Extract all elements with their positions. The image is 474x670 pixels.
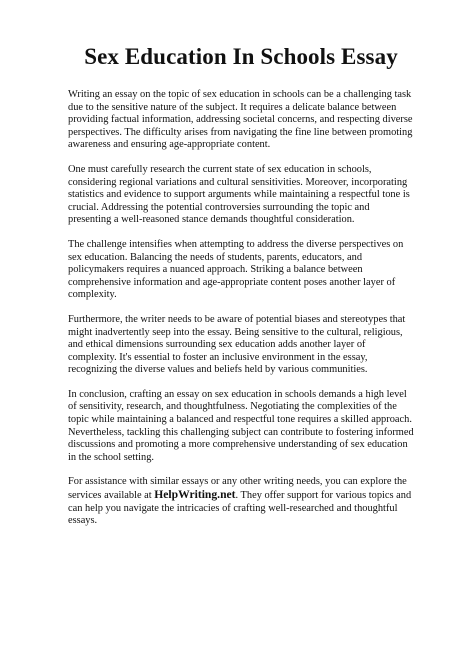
closing-text-before-link: For assistance with similar essays or any other writing needs, you can explore the services available at: [68, 476, 407, 502]
paragraph-closing: [68, 476, 414, 527]
paragraph-research: One must carefully research the current state of sex education in schools, considering regional variations and cultural sensitivities. Moreover, incorporating statistics and evidence to support arguments while maintaining a respectful tone is crucial. Addressing the potential controversies surrounding the topic and presenting a well-reasoned stance demands thoughtful consideration.: [68, 163, 410, 226]
helpwriting-link[interactable]: HelpWriting.net: [154, 488, 236, 502]
paragraph-perspectives: The challenge intensifies when attempting to address the diverse perspectives on sex education. Balancing the needs of students, parents, educators, and policymakers requires a nuanced approach. Striking a balance between comprehensive information and age-appropriate content poses another layer of complexity.: [68, 238, 404, 301]
paragraph-conclusion: In conclusion, crafting an essay on sex education in schools demands a high level of sensitivity, research, and thoughtfulness. Negotiating the complexities of the topic while maintaining a balanced and respectful tone requires a skilled approach. Nevertheless, tackling this challenging subject can contribute to fostering informed discussions and promoting a more comprehensive understanding of sex education in the school setting.: [68, 388, 414, 463]
document-title: Sex Education In Schools Essay: [84, 44, 398, 69]
paragraph-intro: Writing an essay on the topic of sex education in schools can be a challenging task due to the sensitive nature of the subject. It requires a delicate balance between providing factual information, addressing societal concerns, and respecting diverse perspectives. The difficulty arises from navigating the fine line between promoting awareness and ensuring age-appropriate content.: [68, 89, 413, 151]
closing-text-after-link: . They offer support for various topics and can help you navigate the intricacies of crafting well-researched and thoughtful essays.: [68, 490, 412, 527]
paragraph-biases: Furthermore, the writer needs to be aware of potential biases and stereotypes that might inadvertently seep into the essay. Being sensitive to the cultural, religious, and ethical dimensions surrounding sex education adds another layer of complexity. It's essential to foster an inclusive environment in the essay, recognizing the diverse values and beliefs held by various communities.: [68, 313, 406, 376]
